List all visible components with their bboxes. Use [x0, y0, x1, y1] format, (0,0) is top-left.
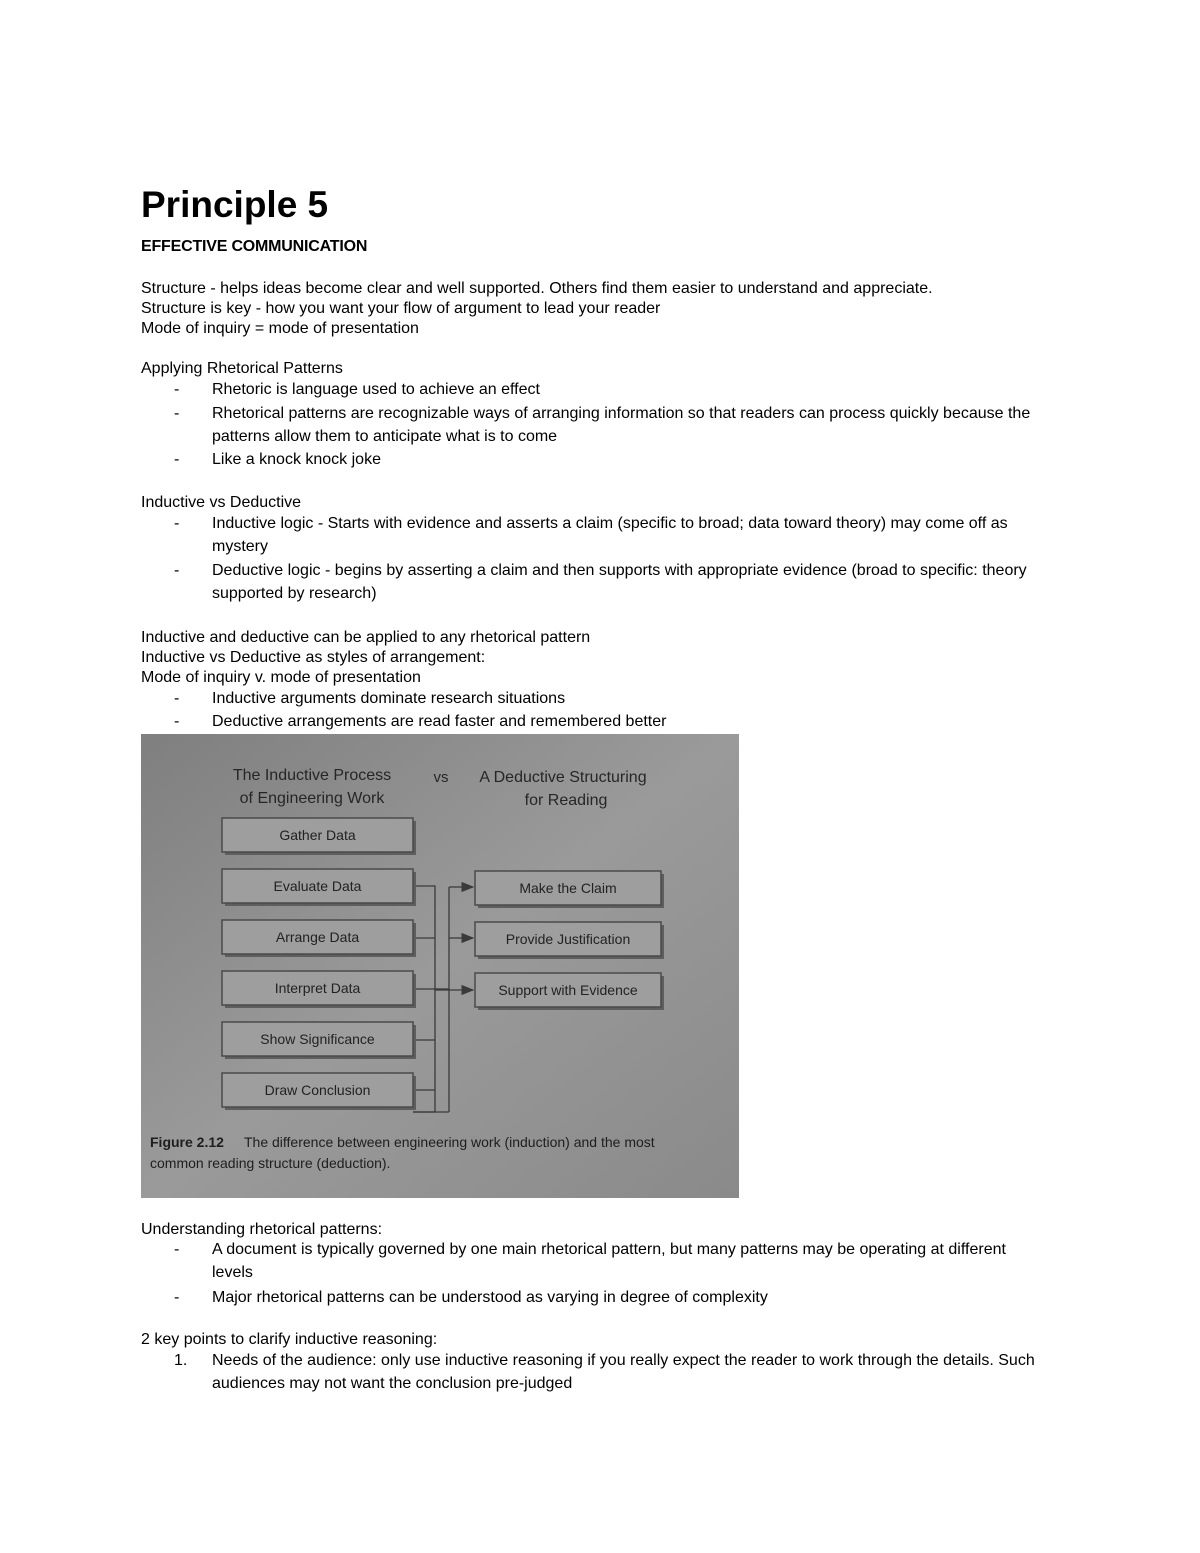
figure-vs-label: vs — [433, 769, 449, 786]
bullet-mark: - — [174, 451, 180, 468]
list-item-text: Major rhetorical patterns can be understood as varying in degree of complexity — [212, 1289, 768, 1306]
understanding-heading: Understanding rhetorical patterns: — [141, 1221, 383, 1238]
figure-right-title-2: for Reading — [524, 792, 608, 809]
ind-vs-ded-heading: Inductive vs Deductive — [141, 494, 302, 511]
figure-left-title-1: The Inductive Process — [232, 767, 392, 784]
figure-left-box — [222, 818, 416, 855]
figure-right-box-label: Support with Evidence — [498, 982, 638, 998]
bullet-mark: - — [174, 405, 180, 422]
list-item-text: Inductive logic - Starts with evidence and asserts a claim (specific to broad; data toward theory) may come off as mystery — [212, 515, 1008, 555]
list-item — [174, 687, 1044, 710]
figure-caption-text-2: common reading structure (deduction). — [150, 1155, 391, 1171]
intro-line-2: Structure is key - how you want your flow of argument to lead your reader — [141, 300, 661, 317]
list-item — [174, 559, 1044, 605]
list-item-text: Rhetoric is language used to achieve an effect — [212, 381, 540, 398]
bullet-mark: - — [174, 1241, 180, 1258]
figure-image — [141, 734, 739, 1198]
intro-line-3: Mode of inquiry = mode of presentation — [141, 320, 419, 337]
figure-right-title-1: A Deductive Structuring — [479, 769, 647, 786]
figure-left-box-label: Draw Conclusion — [264, 1082, 371, 1098]
intro-line-1: Structure - helps ideas become clear and well supported. Others find them easier to understand and appreciate. — [141, 280, 933, 297]
figure-right-box-label: Make the Claim — [519, 880, 617, 896]
arrangement-line-2: Inductive vs Deductive as styles of arrangement: — [141, 649, 486, 666]
list-item — [174, 448, 1044, 471]
bullet-mark: - — [174, 515, 180, 532]
bullet-mark: - — [174, 690, 180, 707]
list-item — [174, 402, 1044, 448]
figure-right-box — [475, 973, 664, 1010]
bullet-mark: - — [174, 562, 180, 579]
list-item — [174, 1238, 1044, 1284]
figure-left-box-label: Show Significance — [260, 1031, 375, 1047]
figure-left-box-label: Evaluate Data — [273, 878, 362, 894]
figure-left-box — [222, 920, 416, 957]
numbered-item — [174, 1349, 1044, 1395]
bullet-mark: - — [174, 713, 180, 730]
arrangement-line-3: Mode of inquiry v. mode of presentation — [141, 669, 421, 686]
figure-right-box — [475, 922, 664, 959]
figure-caption-text-1: The difference between engineering work (induction) and the most — [244, 1134, 655, 1150]
figure-left-box — [222, 869, 416, 906]
arrangement-line-1: Inductive and deductive can be applied to any rhetorical pattern — [141, 629, 591, 646]
figure-right-box-label: Provide Justification — [505, 931, 631, 947]
figure-background — [141, 734, 739, 1198]
figure-left-title-2: of Engineering Work — [239, 790, 385, 807]
rhetorical-heading: Applying Rhetorical Patterns — [141, 360, 343, 377]
list-item — [174, 512, 1044, 558]
list-item-text: Like a knock knock joke — [212, 451, 381, 468]
list-item-text: Deductive arrangements are read faster and remembered better — [212, 713, 667, 730]
bullet-mark: - — [174, 381, 180, 398]
figure-left-box-label: Gather Data — [279, 827, 356, 843]
figure-left-box — [222, 971, 416, 1008]
list-item-text: Inductive arguments dominate research situations — [212, 690, 566, 707]
figure-caption-label: Figure 2.12 — [150, 1134, 224, 1150]
item-number: 1. — [174, 1352, 188, 1369]
list-item — [174, 1286, 1044, 1309]
key-points-heading: 2 key points to clarify inductive reasoning: — [141, 1331, 438, 1348]
figure-right-box — [475, 871, 664, 908]
list-item-text: Needs of the audience: only use inductive reasoning if you really expect the reader to work through the details. Such audiences may not want the conclusion pre-judged — [212, 1352, 1035, 1392]
bullet-mark: - — [174, 1289, 180, 1306]
figure-left-box — [222, 1073, 416, 1110]
page-title: Principle 5 — [141, 184, 329, 225]
list-item-text: Rhetorical patterns are recognizable ways of arranging information so that readers can process quickly because the patterns allow them to anticipate what is to come — [212, 405, 1031, 445]
figure-diagram — [141, 734, 739, 1198]
list-item — [174, 378, 1044, 401]
page-subtitle: EFFECTIVE COMMUNICATION — [141, 238, 368, 255]
list-item-text: A document is typically governed by one main rhetorical pattern, but many patterns may be operating at different levels — [212, 1241, 1006, 1281]
list-item — [174, 710, 1044, 733]
figure-left-box-label: Arrange Data — [275, 929, 360, 945]
figure-right-boxes — [475, 871, 664, 1010]
figure-left-box-label: Interpret Data — [274, 980, 361, 996]
list-item-text: Deductive logic - begins by asserting a claim and then supports with appropriate evidence (broad to specific: theory supported by research) — [212, 562, 1027, 602]
figure-left-box — [222, 1022, 416, 1059]
